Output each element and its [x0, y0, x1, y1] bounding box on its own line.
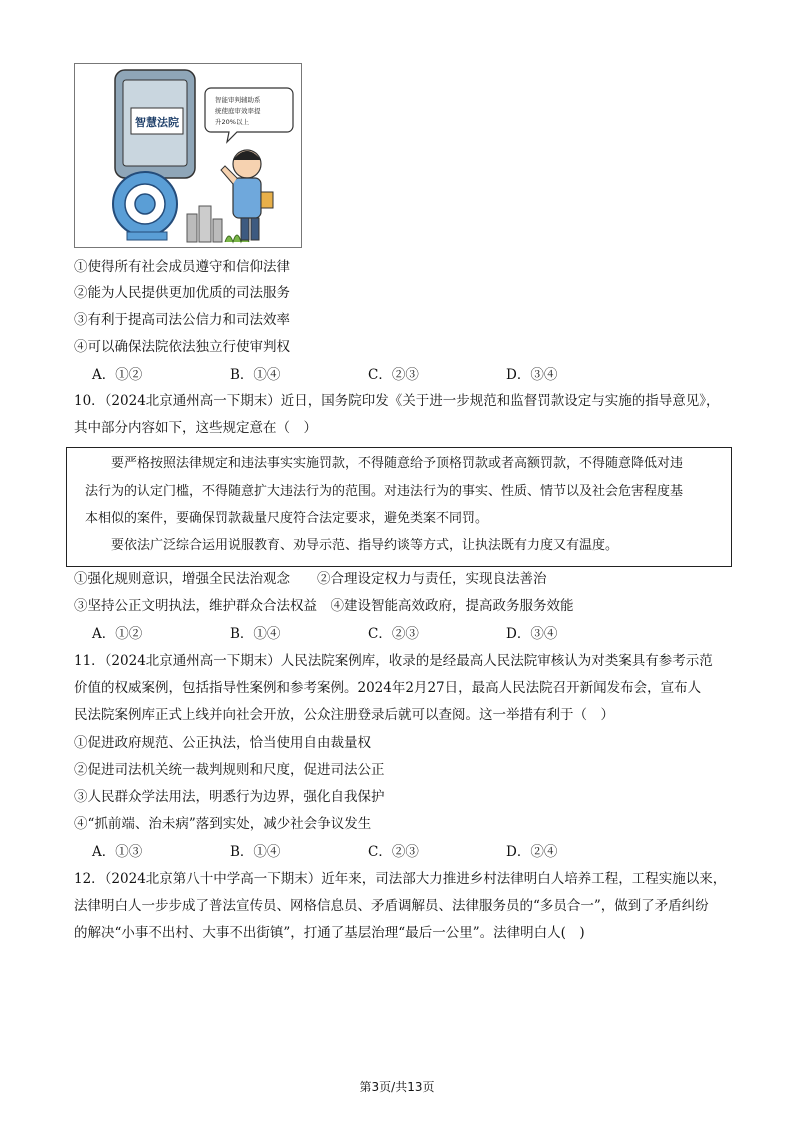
- q11-options: [92, 842, 644, 862]
- screen-label: 智慧法院: [135, 116, 179, 129]
- q11-stem-line-1: 11．（2024北京通州高一下期末）人民法院案例库，收录的是经最高人民法院审核认为对类案具有参考示范: [74, 653, 713, 669]
- smart-court-illustration: [74, 63, 302, 248]
- q10-statements-row-1: ①强化规则意识，增强全民法治观念 ②合理设定权力与责任，实现良法善治: [74, 571, 547, 587]
- q10-box-line-4: 要依法广泛综合运用说服教育、劝导示范、指导约谈等方式，让执法既有力度又有温度。: [111, 538, 619, 553]
- q10-statements-row-2: ③坚持公正文明执法，维护群众合法权益 ④建设智能高效政府，提高政务服务效能: [74, 598, 574, 614]
- q10-stem-line-2: 其中部分内容如下，这些规定意在（ ）: [74, 420, 317, 436]
- q10-box-line-2: 法行为的认定门槛，不得随意扩大违法行为的范围。对违法行为的事实、性质、情节以及社会危害程度基: [85, 484, 684, 499]
- q11-statement-1: ①促进政府规范、公正执法，恰当使用自由裁量权: [74, 735, 371, 751]
- q9-statement-3: ③有利于提高司法公信力和司法效率: [74, 312, 290, 328]
- q12-stem-line-3: 的解决“小事不出村、大事不出街镇”，打通了基层治理“最后一公里”。法律明白人( ): [74, 925, 585, 941]
- q9-option-b[interactable]: B．①④: [230, 367, 281, 383]
- q11-option-a[interactable]: A．①③: [92, 844, 143, 860]
- q11-option-d[interactable]: D．②④: [506, 844, 558, 860]
- q12-stem-line-2: 法律明白人一步步成了普法宣传员、网格信息员、矛盾调解员、法律服务员的“多员合一”，做到了矛盾纠纷: [74, 898, 709, 914]
- q9-statement-2: ②能为人民提供更加优质的司法服务: [74, 285, 290, 301]
- q10-option-a[interactable]: A．①②: [92, 626, 143, 642]
- q11-stem-line-3: 民法院案例库正式上线并向社会开放，公众注册登录后就可以查阅。这一举措有利于（ ）: [74, 707, 614, 723]
- q10-option-b[interactable]: B．①④: [230, 626, 281, 642]
- q11-statement-3: ③人民群众学法用法，明悉行为边界，强化自我保护: [74, 789, 385, 805]
- q10-option-c[interactable]: C．②③: [368, 626, 419, 642]
- page-number-footer: 第3页/共13页: [359, 1080, 435, 1094]
- q9-option-a[interactable]: A．①②: [92, 367, 143, 383]
- q9-statement-4: ④可以确保法院依法独立行使审判权: [74, 339, 290, 355]
- q9-options: [92, 365, 644, 385]
- q10-stem-line-1: 10．（2024北京通州高一下期末）近日，国务院印发《关于进一步规范和监督罚款设定与实施的指导意见》，: [74, 393, 720, 409]
- q10-box-line-3: 本相似的案件，要确保罚款裁量尺度符合法定要求，避免类案不同罚。: [85, 511, 489, 526]
- q10-option-d[interactable]: D．③④: [506, 626, 558, 642]
- q11-stem-line-2: 价值的权威案例，包括指导性案例和参考案例。2024年2月27日，最高人民法院召开新闻发布会，宣布人: [74, 680, 702, 696]
- q9-option-c[interactable]: C．②③: [368, 367, 419, 383]
- q12-stem-line-1: 12．（2024北京第八十中学高一下期末）近年来，司法部大力推进乡村法律明白人培养工程，工程实施以来，: [74, 871, 727, 887]
- q10-quote-box: [66, 447, 732, 567]
- q9-statement-1: ①使得所有社会成员遵守和信仰法律: [74, 259, 290, 275]
- q11-statement-2: ②促进司法机关统一裁判规则和尺度，促进司法公正: [74, 762, 385, 778]
- q11-statement-4: ④“抓前端、治未病”落到实处，减少社会争议发生: [74, 816, 372, 832]
- bubble-line-3: 升20%以上: [215, 118, 249, 126]
- q11-option-c[interactable]: C．②③: [368, 844, 419, 860]
- q10-box-line-1: 要严格按照法律规定和违法事实实施罚款，不得随意给予顶格罚款或者高额罚款，不得随意降低对违: [111, 456, 684, 471]
- bubble-line-2: 统使庭审效率提: [215, 107, 261, 115]
- q11-option-b[interactable]: B．①④: [230, 844, 281, 860]
- bubble-line-1: 智能审判辅助系: [215, 96, 261, 104]
- q9-option-d[interactable]: D．③④: [506, 367, 558, 383]
- q10-options: [92, 624, 644, 644]
- cartoon-image: [75, 64, 301, 247]
